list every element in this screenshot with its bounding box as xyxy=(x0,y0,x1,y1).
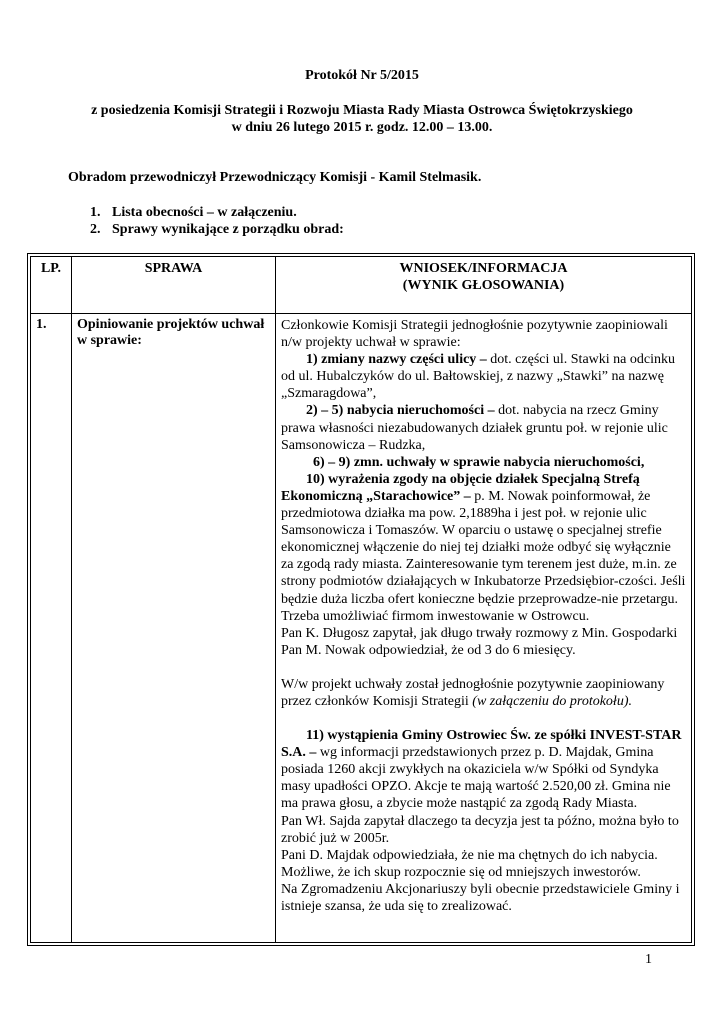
opinion-result xyxy=(281,676,686,710)
agenda-item xyxy=(90,204,344,221)
agenda-item-number: 2. xyxy=(90,222,101,237)
resolution-11-text: wg informacji przedstawionych przez p. D. Majdak, Gmina posiada 1260 akcji zwykłych na okaziciela w/w Spółki od Syndyka masy upadłości OPZO. Akcje te mają wartość 2.520,00 zł. Gmina nie ma prawa głosu, a zbycie może nastąpić za zgodą Rady Miasta. xyxy=(281,745,671,812)
resolution-2-5-title: 2) – 5) nabycia nieruchomości – xyxy=(306,403,495,419)
resolution-10-text: p. M. Nowak poinformował, że przedmiotowa działka ma pow. 2,1889ha i jest poł. w rejonie ulic Samsonowicza i Tomaszów. W oparciu o ustawę o specjalnej strefie ekonomicznej włączenie do niej tej działki może odbyć się wyłącznie za zgodą rady miasta. Zainteresowanie tym terenem jest duże, m.in. ze strony podmiotów działających w Inkubatorze Przedsiębior-czości. Jeśli będzie duża liczba ofert konieczne będzie przeprowadze-nie przetargu. Trzeba umożliwiać firmom inwestowanie w Ostrowcu. xyxy=(281,488,686,624)
chair-statement: Obradom przewodniczył Przewodniczący Komisji - Kamil Stelmasik. xyxy=(68,170,482,185)
row-lp: 1. xyxy=(31,314,72,943)
resolution-6-9: 6) – 9) zmn. uchwały w sprawie nabycia nieruchomości, xyxy=(313,454,645,470)
page-number: 1 xyxy=(645,952,652,967)
resolution-10-title: 10) wyrażenia zgody na objęcie działek Specjalną Strefą Ekonomiczną „Starachowice” – xyxy=(281,471,640,504)
document-title: Protokół Nr 5/2015 xyxy=(305,68,419,83)
agenda-item-number: 1. xyxy=(90,205,101,220)
agenda-item-text: Sprawy wynikające z porządku obrad: xyxy=(112,222,344,237)
resolution-11-title: 11) wystąpienia Gminy Ostrowiec Św. ze spółki INVEST-STAR S.A. – xyxy=(281,728,682,761)
header-lp: LP. xyxy=(31,257,72,314)
header-wniosek-line2: (WYNIK GŁOSOWANIA) xyxy=(402,278,565,293)
resolution-2-5 xyxy=(281,402,686,453)
document-subtitle-line1: z posiedzenia Komisji Strategii i Rozwoju Miasta Rady Miasta Ostrowca Świętokrzyskiego xyxy=(91,103,633,118)
minutes-table xyxy=(27,253,695,946)
agenda-list xyxy=(90,204,344,238)
agenda-item xyxy=(90,221,344,238)
resolution-1 xyxy=(281,351,686,402)
resolution-10-question: Pan K. Długosz zapytał, jak długo trwały rozmowy z Min. Gospodarki xyxy=(281,625,678,641)
resolution-11-question: Pan Wł. Sajda zapytał dlaczego ta decyzja jest ta późno, można było to zrobić już w 2005r. xyxy=(281,813,679,846)
agenda-item-text: Lista obecności – w załączeniu. xyxy=(112,205,297,220)
table-row xyxy=(31,314,692,943)
resolution-11 xyxy=(281,727,686,812)
row-sprawa: Opiniowanie projektów uchwał w sprawie: xyxy=(72,314,276,943)
resolution-1-text: dot. części ul. Stawki na odcinku od ul. Hubalczyków do ul. Bałtowskiej, z nazwy „Stawki” na nazwę „Szmaragdowa”, xyxy=(281,352,675,402)
header-sprawa: SPRAWA xyxy=(72,257,276,314)
opinion-result-note: (w załączeniu do protokołu). xyxy=(472,693,632,709)
header-wniosek-line1: WNIOSEK/INFORMACJA xyxy=(399,261,568,276)
resolution-2-5-text: dot. nabycia na rzecz Gminy prawa własności niezabudowanych działek gruntu poł. w rejonie ulic Samsonowicza – Rudzka, xyxy=(281,403,668,453)
intro-text: Członkowie Komisji Strategii jednogłośnie pozytywnie zaopiniowali n/w projekty uchwał w sprawie: xyxy=(281,318,668,351)
row-wniosek xyxy=(276,314,692,943)
resolution-1-title: 1) zmiany nazwy części ulicy – xyxy=(306,352,487,368)
resolution-10-answer: Pan M. Nowak odpowiedział, że od 3 do 6 miesięcy. xyxy=(281,642,576,658)
opinion-result-text: W/w projekt uchwały został jednogłośnie pozytywnie zaopiniowany przez członków Komisji Strategii xyxy=(281,676,665,709)
table-header-row xyxy=(31,257,692,314)
resolution-11-answer: Pani D. Majdak odpowiedziała, że nie ma chętnych do ich nabycia. Możliwe, że ich skup rozpocznie się od mniejszych inwestorów. xyxy=(281,847,658,880)
resolution-11-comment: Na Zgromadzeniu Akcjonariuszy byli obecnie przedstawiciele Gminy i istnieje szansa, że uda się to zrealizować. xyxy=(281,881,680,914)
document-subtitle-line2: w dniu 26 lutego 2015 r. godz. 12.00 – 13.00. xyxy=(231,120,493,135)
header-wniosek xyxy=(276,257,692,314)
resolution-10 xyxy=(281,471,686,625)
